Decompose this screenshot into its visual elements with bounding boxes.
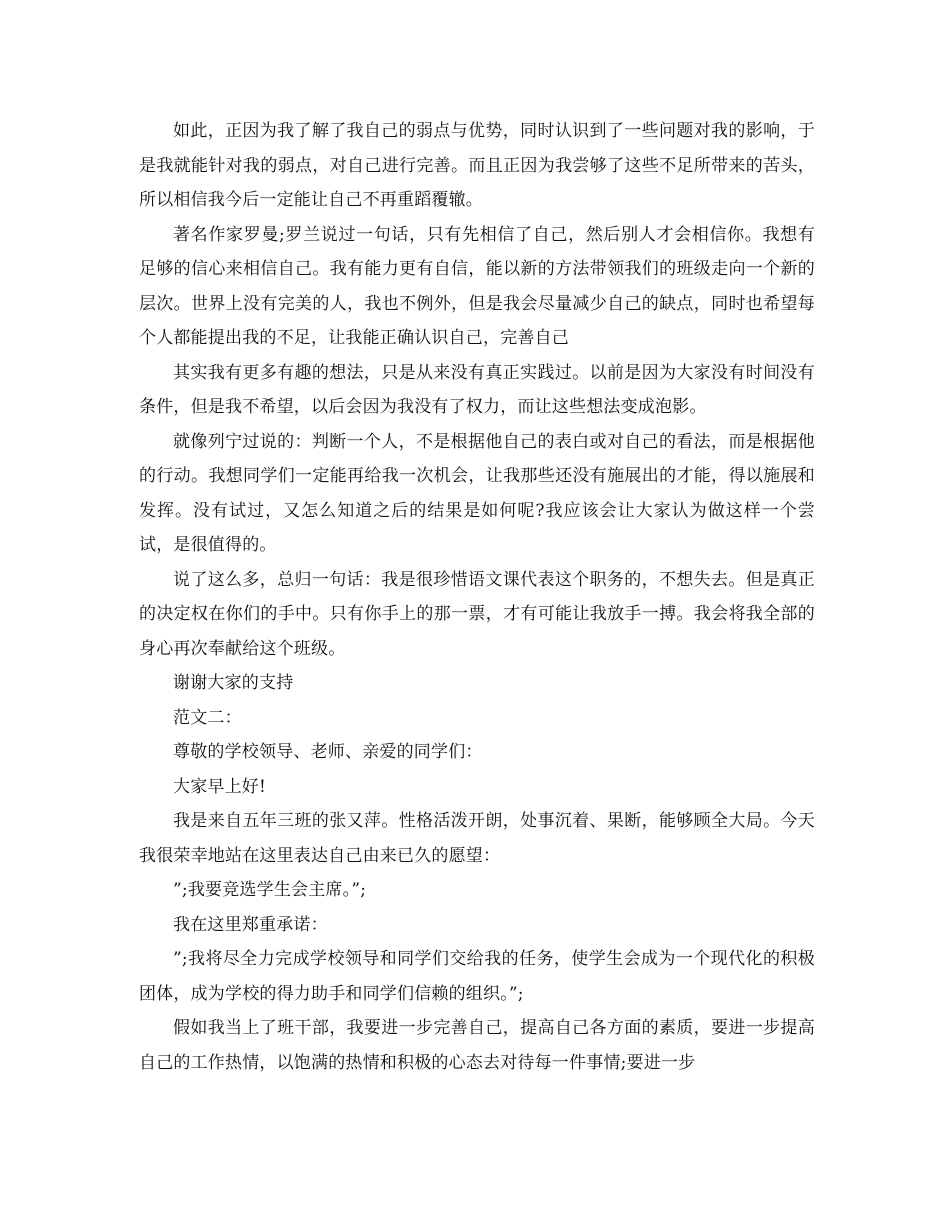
paragraph: 我是来自五年三班的张又萍。性格活泼开朗，处事沉着、果断，能够顾全大局。今天我很荣幸地站在这里表达自己由来已久的愿望：: [139, 811, 815, 866]
closing-line: 谢谢大家的支持: [173, 673, 294, 693]
quote-paragraph: ”;我将尽全力完成学校领导和同学们交给我的任务，使学生会成为一个现代化的积极团体，成为学校的得力助手和同学们信赖的组织。”;: [139, 949, 815, 1004]
paragraph: 如此，正因为我了解了我自己的弱点与优势，同时认识到了一些问题对我的影响，于是我就能针对我的弱点，对自己进行完善。而且正因为我尝够了这些不足所带来的苦头，所以相信我今后一定能让自己不再重蹈覆辙。: [139, 121, 815, 210]
salutation: 尊敬的学校领导、老师、亲爱的同学们：: [173, 742, 483, 762]
paragraph: 假如我当上了班干部，我要进一步完善自己，提高自己各方面的素质，要进一步提高自己的工作热情，以饱满的热情和积极的心态去对待每一件事情;要进一步: [139, 1018, 815, 1073]
paragraph: 说了这么多，总归一句话：我是很珍惜语文课代表这个职务的，不想失去。但是真正的决定权在你们的手中。只有你手上的那一票，才有可能让我放手一搏。我会将我全部的身心再次奉献给这个班级。: [139, 569, 815, 659]
paragraph: 就像列宁过说的：判断一个人，不是根据他自己的表白或对自己的看法，而是根据他的行动。我想同学们一定能再给我一次机会，让我那些还没有施展出的才能，得以施展和发挥。没有试过，又怎么知道之后的结果是如何呢?我应该会让大家认为做这样一个尝试，是很值得的。: [139, 431, 815, 555]
paragraph: 著名作家罗曼;罗兰说过一句话，只有先相信了自己，然后别人才会相信你。我想有足够的信心来相信自己。我有能力更有自信，能以新的方法带领我们的班级走向一个新的层次。世界上没有完美的人，我也不例外，但是我会尽量减少自己的缺点，同时也希望每个人都能提出我的不足，让我能正确认识自己，完善自己: [139, 224, 815, 348]
paragraph: 我在这里郑重承诺：: [173, 914, 328, 935]
document-body: [139, 114, 815, 1080]
section-heading: 范文二：: [173, 707, 242, 728]
quote-line: ”;我要竞选学生会主席。”;: [173, 880, 367, 900]
greeting: 大家早上好!: [173, 776, 267, 797]
paragraph: 其实我有更多有趣的想法，只是从来没有真正实践过。以前是因为大家没有时间没有条件，但是我不希望，以后会因为我没有了权力，而让这些想法变成泡影。: [139, 362, 815, 417]
